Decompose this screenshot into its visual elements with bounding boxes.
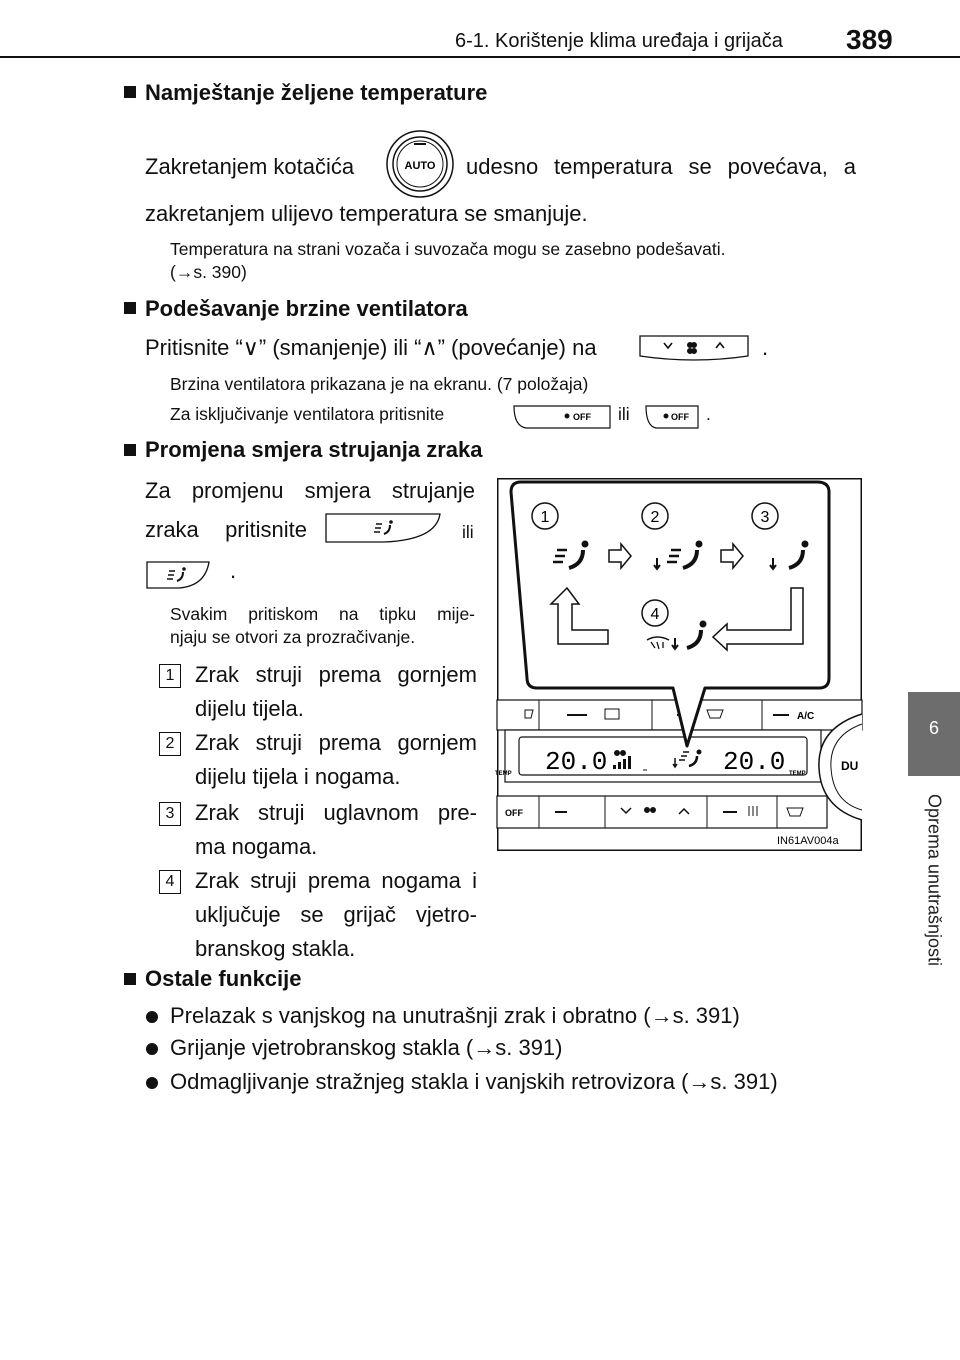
callout-3 [752,503,778,529]
fan-note1: Brzina ventilatora prikazana je na ekranu. (7 položaja) [170,374,589,394]
section-marker-icon [124,973,136,985]
callout-1 [532,503,558,529]
page-number: 389 [846,24,893,55]
list-item-line: dijelu tijela. [195,696,304,721]
fan-note2-before: Za isključivanje ventilatora pritisnite [170,404,445,424]
chapter-number: 6 [928,718,939,738]
bullet-icon [146,1077,158,1089]
header-rule [0,56,960,58]
fan-note2-after: . [706,404,711,424]
temp-label-right: TEMP [789,771,806,777]
section-title-fan: Podešavanje brzine ventilatora [145,296,468,321]
temperature-note-line1: Temperatura na strani vozača i suvozača mogu se zasebno podešavati. [170,239,726,259]
section-title-other: Ostale funkcije [145,966,302,991]
temperature-knob-icon [384,128,456,200]
section-title-airflow: Promjena smjera strujanja zraka [145,437,483,462]
list-item-line: uključuje se grijač vjetro- [195,902,477,927]
temperature-text-line2: zakretanjem ulijevo temperatura se smanjuje. [145,201,588,226]
off-label-bottom: OFF [505,808,523,818]
airflow-line2-after: ili [462,522,474,542]
callout-4 [642,600,668,626]
list-item-number: 4 [159,870,181,894]
fan-speed-button-icon [638,334,750,362]
list-item-line: Zrak struji prema gornjem [195,662,477,687]
svg-text:4: 4 [650,606,660,623]
list-item-line: Zrak struji uglavnom pre- [195,800,477,825]
bullet-item: Prelazak s vanjskog na unutrašnji zrak i obratno (→s. 391) [170,1003,740,1028]
section-marker-icon [124,302,136,314]
control-panel [495,700,862,828]
list-item [195,796,477,864]
temperature-note-line2: (→s. 390) [170,262,247,282]
list-item-number: 1 [159,664,181,688]
airflow-note-line2: njaju se otvori za prozračivanje. [170,627,416,647]
off-label: OFF [671,412,689,422]
fan-off-button-icon [512,404,612,430]
list-item-line: branskog stakla. [195,936,356,961]
ac-label: A/C [797,711,815,722]
svg-text:1: 1 [540,509,550,526]
knob-label: AUTO [404,160,436,172]
temp-left-display: 20.0 [545,747,608,777]
airflow-line1: Za promjenu smjera strujanje [145,478,475,503]
list-item [195,658,477,726]
fan-text-before: Pritisnite “∨” (smanjenje) ili “∧” (povećanje) na [145,335,597,360]
list-item [195,864,477,966]
off-label: OFF [573,412,591,422]
image-code: IN61AV004a [777,835,839,847]
section-marker-icon [124,444,136,456]
list-item-number: 3 [159,802,181,826]
temp-right-display: 20.0 [723,747,786,777]
svg-text:2: 2 [650,509,660,526]
list-item-line: dijelu tijela i nogama. [195,764,401,789]
list-item-line: Zrak struji prema nogama i [195,868,477,893]
bullet-icon [146,1043,158,1055]
temperature-text-after: udesno temperatura se povećava, a [466,154,856,179]
airflow-line2-before: zraka pritisnite [145,517,307,542]
section-title-temperature: Namještanje željene temperature [145,80,488,105]
airflow-line3-after: . [230,558,237,583]
list-item [195,726,477,794]
list-item-line: ma nogama. [195,834,318,859]
fan-note2-mid: ili [618,404,630,424]
chapter-title: Oprema unutrašnjosti [924,793,945,967]
bullet-item: Grijanje vjetrobranskog stakla (→s. 391) [170,1035,563,1060]
list-item-line: Zrak struji prema gornjem [195,730,477,755]
dual-label: DU [841,759,859,773]
running-header-title: 6-1. Korištenje klima uređaja i grijača [455,30,783,52]
callout-2 [642,503,668,529]
list-item-number: 2 [159,732,181,756]
svg-text:3: 3 [760,509,770,526]
bullet-icon [146,1011,158,1023]
fan-off-button-alt-icon [644,404,700,430]
airflow-note-line1: Svakim pritiskom na tipku mije- [170,604,475,624]
temp-label-left: TEMP [495,771,512,777]
airflow-diagram [497,478,862,851]
section-marker-icon [124,86,136,98]
airflow-mode-button-alt-icon [145,560,211,590]
fan-text-after: . [762,335,769,360]
airflow-mode-button-icon [324,512,442,544]
temperature-text-before: Zakretanjem kotačića [145,154,355,179]
bullet-item: Odmagljivanje stražnjeg stakla i vanjskih retrovizora (→s. 391) [170,1069,778,1094]
